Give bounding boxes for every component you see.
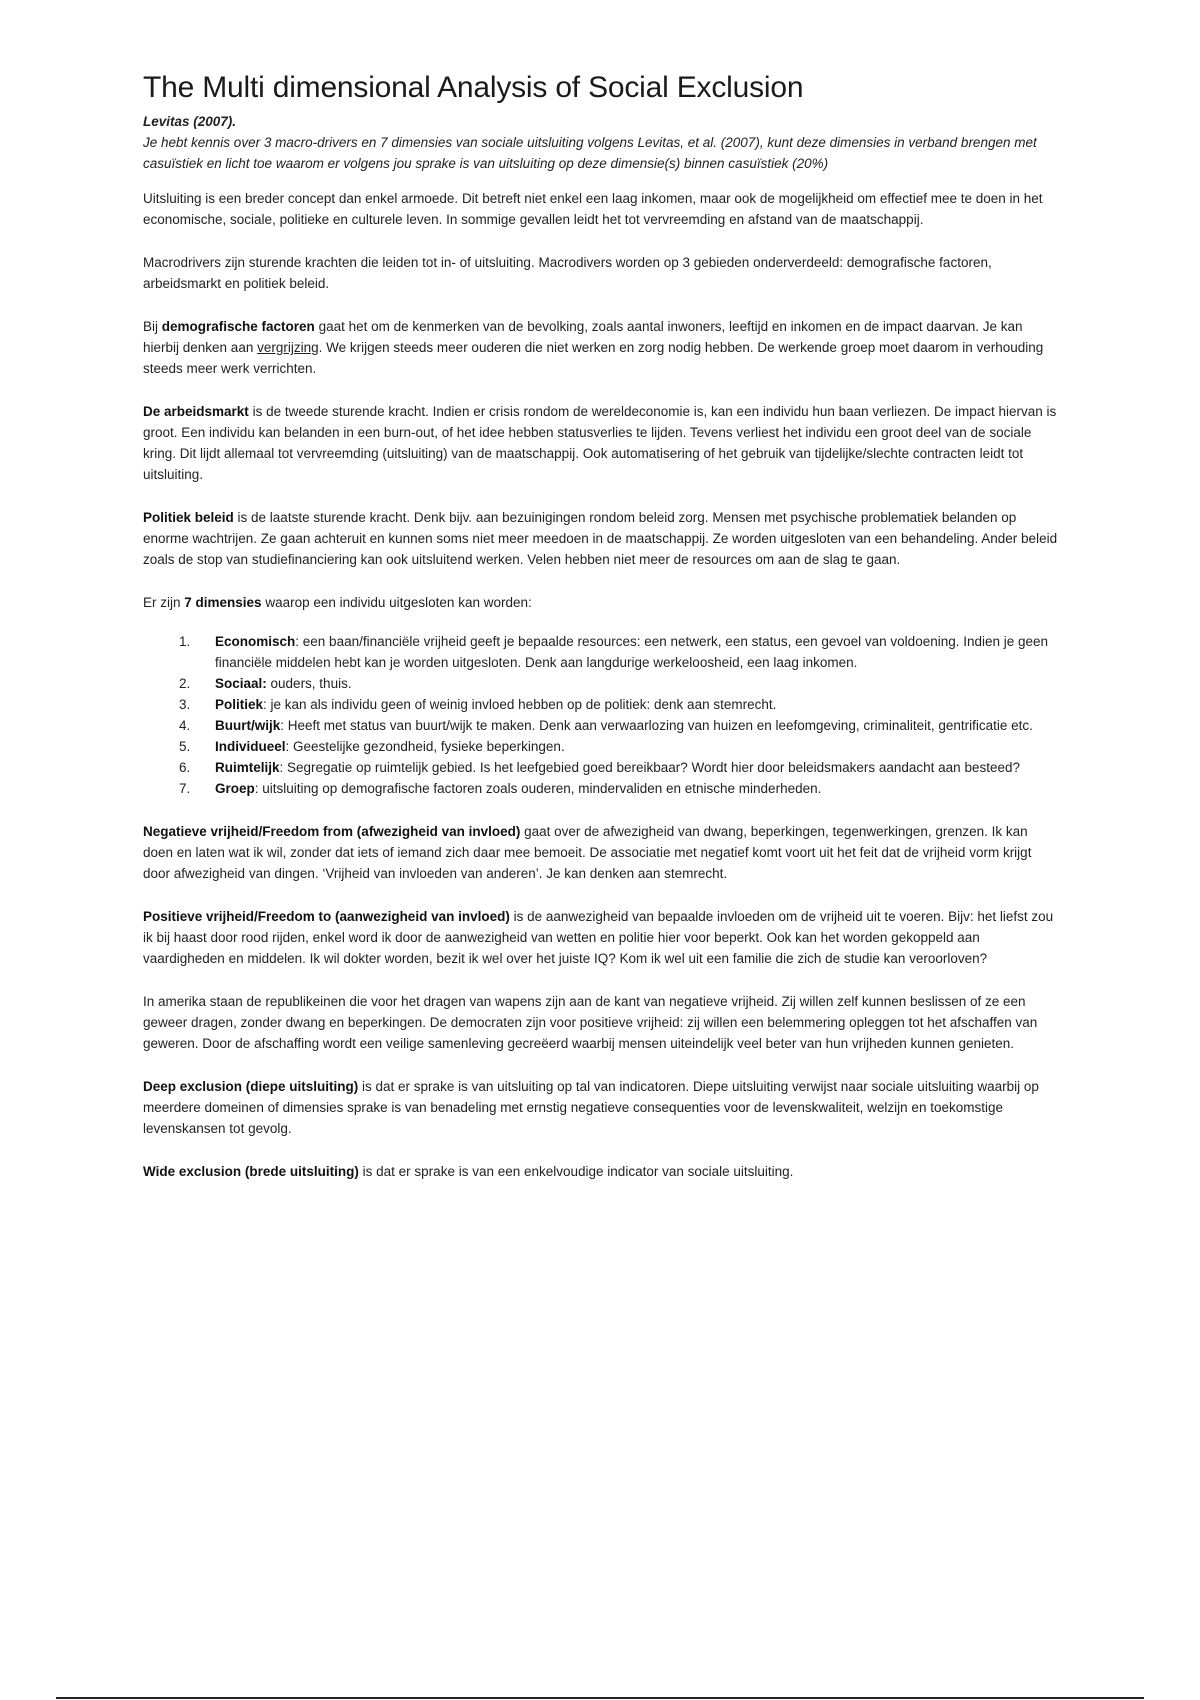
wide-exclusion-paragraph bbox=[143, 1161, 1058, 1182]
dimension-name: Individueel bbox=[215, 739, 286, 754]
dimension-name: Ruimtelijk bbox=[215, 760, 280, 775]
arbeidsmarkt-text: is de tweede sturende kracht. Indien er crisis rondom de wereldeconomie is, kan een individu hun baan verliezen. De impact hiervan is groot. Een individu kan belanden in een burn-out, of het idee hebben statusverlies te lijden. Tevens verliest het individu een groot deel van de sociale kring. Dit lijdt allemaal tot vervreemding (uitsluiting) van de maatschappij. Ook automatisering of het gebruik van tijdelijke/slechte contracten leidt tot uitsluiting. bbox=[143, 404, 1057, 482]
deep-exclusion-paragraph bbox=[143, 1076, 1058, 1139]
arbeidsmarkt-paragraph bbox=[143, 401, 1058, 485]
arbeidsmarkt-term: De arbeidsmarkt bbox=[143, 404, 249, 419]
list-item bbox=[143, 715, 1058, 736]
demografisch-post: . We krijgen steeds meer ouderen die niet werken en zorg nodig hebben. De werkende groep moet daarom in verhouding steeds meer werk verrichten. bbox=[143, 340, 1044, 376]
wide-exclusion-term: Wide exclusion (brede uitsluiting) bbox=[143, 1164, 359, 1179]
dimension-name: Buurt/wijk bbox=[215, 718, 281, 733]
macrodrivers-paragraph: Macrodrivers zijn sturende krachten die leiden tot in- of uitsluiting. Macrodivers worden op 3 gebieden onderverdeeld: demografische factoren, arbeidsmarkt en politiek beleid. bbox=[143, 255, 992, 291]
intro-paragraph: Uitsluiting is een breder concept dan enkel armoede. Dit betreft niet enkel een laag inkomen, maar ook de mogelijkheid om effectief mee te doen in het economische, sociale, politieke en culturele leven. In sommige gevallen leidt het tot vervreemding en afstand van de maatschappij. bbox=[143, 191, 1043, 227]
list-number: 4. bbox=[179, 718, 191, 733]
list-number: 5. bbox=[179, 739, 191, 754]
negatieve-vrijheid-paragraph bbox=[143, 821, 1058, 884]
list-item bbox=[143, 736, 1058, 757]
list-item bbox=[143, 778, 1058, 799]
politiek-term: Politiek beleid bbox=[143, 510, 234, 525]
dimension-name: Politiek bbox=[215, 697, 264, 712]
list-number: 6. bbox=[179, 760, 191, 775]
dimension-text: ouders, thuis. bbox=[266, 676, 352, 691]
list-number: 1. bbox=[179, 634, 191, 649]
subtitle: Levitas (2007). bbox=[143, 114, 237, 129]
dimension-text: : je kan als individu geen of weinig invloed hebben op de politiek: denk aan stemrecht. bbox=[263, 697, 777, 712]
dimensies-pre: Er zijn bbox=[143, 595, 185, 610]
vergrijzing-term: vergrijzing bbox=[257, 340, 319, 355]
dimensies-post: waarop een individu uitgesloten kan worden: bbox=[261, 595, 532, 610]
dimensies-intro-paragraph bbox=[143, 592, 1058, 613]
list-number: 7. bbox=[179, 781, 191, 796]
dimension-text: : een baan/financiële vrijheid geeft je bepaalde resources: een netwerk, een status, een gevoel van voldoening. Indien je geen financiële middelen hebt kan je worden uitgesloten. Denk aan langdurige werkeloosheid, een laag inkomen. bbox=[215, 634, 1049, 670]
dimensies-term: 7 dimensies bbox=[184, 595, 262, 610]
demografisch-pre: Bij bbox=[143, 319, 162, 334]
positieve-vrijheid-text: is de aanwezigheid van bepaalde invloeden om de vrijheid uit te voeren. Bijv: het liefst zou ik bij haast door rood rijden, enkel word ik door de aanwezigheid van wetten en politie hier voor beperkt. Ook kan het worden gekoppeld aan vaardigheden en middelen. Ik wil dokter worden, bezit ik wel over het juiste IQ? Kom ik wel uit een familie die zich de studie kan veroorloven? bbox=[143, 909, 1054, 966]
dimension-name: Sociaal: bbox=[215, 676, 267, 691]
dimension-text: : Geestelijke gezondheid, fysieke beperkingen. bbox=[285, 739, 565, 754]
dimension-text: : uitsluiting op demografische factoren zoals ouderen, mindervaliden en etnische minderheden. bbox=[254, 781, 822, 796]
assignment-text: Je hebt kennis over 3 macro-drivers en 7 dimensies van sociale uitsluiting volgens Levitas, et al. (2007), kunt deze dimensies in verband brengen met casuïstiek en licht toe waarom er volgens jou sprake is van uitsluiting op deze dimensie(s) binnen casuïstiek (20%) bbox=[143, 135, 1037, 171]
deep-exclusion-text: is dat er sprake is van uitsluiting op tal van indicatoren. Diepe uitsluiting verwijst naar sociale uitsluiting waarbij op meerdere domeinen of dimensies sprake is van benadeling met ernstig negatieve consequenties voor de levenskwaliteit, welzijn en toekomstige levenskansen tot gevolg. bbox=[143, 1079, 1039, 1136]
page-divider bbox=[56, 1697, 1144, 1699]
list-item bbox=[143, 631, 1058, 673]
deep-exclusion-term: Deep exclusion (diepe uitsluiting) bbox=[143, 1079, 359, 1094]
list-number: 2. bbox=[179, 676, 191, 691]
list-number: 3. bbox=[179, 697, 191, 712]
positieve-vrijheid-term: Positieve vrijheid/Freedom to (aanwezigheid van invloed) bbox=[143, 909, 510, 924]
document-page bbox=[143, 70, 1058, 1204]
dimension-text: : Heeft met status van buurt/wijk te maken. Denk aan verwaarlozing van huizen en leefomgeving, criminaliteit, gentrificatie etc. bbox=[280, 718, 1033, 733]
demografisch-mid: gaat het om de kenmerken van de bevolking, zoals aantal inwoners, leeftijd en inkomen en de impact daarvan. Je kan hierbij denken aan bbox=[143, 319, 1023, 355]
wide-exclusion-text: is dat er sprake is van een enkelvoudige indicator van sociale uitsluiting. bbox=[358, 1164, 794, 1179]
dimension-name: Economisch bbox=[215, 634, 296, 649]
politiek-text: is de laatste sturende kracht. Denk bijv. aan bezuinigingen rondom beleid zorg. Mensen met psychische problematiek belanden op enorme wachtrijen. Ze gaan achteruit en kunnen soms niet meer meedoen in de maatschappij. Ze worden uitgesloten van een behandeling. Ander beleid zoals de stop van studiefinanciering kan ook uitsluitend werken. Velen hebben niet meer de resources om aan de slag te gaan. bbox=[143, 510, 1058, 567]
dimension-name: Groep bbox=[215, 781, 255, 796]
dimensions-list bbox=[143, 631, 1058, 799]
demografisch-paragraph bbox=[143, 316, 1058, 379]
amerika-paragraph: In amerika staan de republikeinen die voor het dragen van wapens zijn aan de kant van negatieve vrijheid. Zij willen zelf kunnen beslissen of ze een geweer dragen, zonder dwang en beperkingen. De democraten zijn voor positieve vrijheid: zij willen een belemmering opleggen tot het afschaffen van geweren. Door de afschaffing wordt een veilige samenleving gecreëerd waarbij mensen uiteindelijk veel beter van hun vrijheden kunnen genieten. bbox=[143, 994, 1038, 1051]
list-item bbox=[143, 757, 1058, 778]
negatieve-vrijheid-term: Negatieve vrijheid/Freedom from (afwezigheid van invloed) bbox=[143, 824, 521, 839]
politiek-paragraph bbox=[143, 507, 1058, 570]
demografisch-term: demografische factoren bbox=[161, 319, 315, 334]
list-item bbox=[143, 673, 1058, 694]
page-title: The Multi dimensional Analysis of Social Exclusion bbox=[143, 71, 804, 104]
dimension-text: : Segregatie op ruimtelijk gebied. Is het leefgebied goed bereikbaar? Wordt hier door beleidsmakers aandacht aan besteed? bbox=[279, 760, 1020, 775]
positieve-vrijheid-paragraph bbox=[143, 906, 1058, 969]
negatieve-vrijheid-text: gaat over de afwezigheid van dwang, beperkingen, tegenwerkingen, grenzen. Ik kan doen en laten wat ik wil, zonder dat iets of iemand zich daar mee bemoeit. De associatie met negatief komt voort uit het feit dat de vrijheid vorm krijgt door afwezigheid van dingen. ‘Vrijheid van invloeden van anderen’. Je kan denken aan stemrecht. bbox=[143, 824, 1032, 881]
list-item bbox=[143, 694, 1058, 715]
